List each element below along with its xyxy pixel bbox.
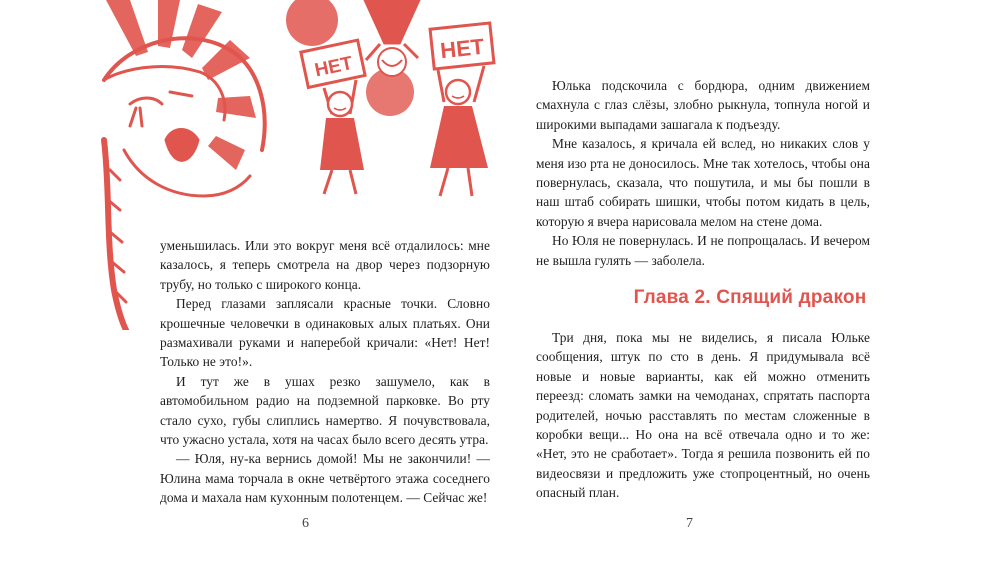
left-page-text [160, 236, 490, 508]
kid-with-sign-right [430, 23, 494, 196]
right-page-text-top [536, 76, 870, 270]
page-number-left: 6 [302, 516, 309, 531]
left-paragraph: уменьшилась. Или это вокруг меня всё отдалилось: мне казалось, я теперь смотрела на двор через подзорную трубу, но только с широкого конца. [160, 238, 490, 292]
sign-right-text: НЕТ [439, 33, 486, 64]
upside-down-figure [364, 0, 420, 76]
right-paragraph: Три дня, пока мы не виделись, я писала Юльке сообщения, штук по сто в день. Я придумывала всё новые и новые варианты, как ей можно отменить переезд: сломать замки на чемоданах, спрятать паспорта родителей, ночью расставлять по местам сложенные в коробки вещи... Но она на всё отвечала одно и то же: «Нет, это не сработает». Тогда я решила позвонить ей по видеосвязи и предложить уже стопроцентный, но очень опасный план. [536, 330, 870, 501]
sign-left-text: НЕТ [312, 52, 355, 82]
right-paragraph: Мне казалось, я кричала ей вслед, но никаких слов у меня изо рта не доносилось. Мне так хотелось, чтобы она повернулась, сказала, что пошутила, и мы бы пошли в наш штаб собирать шишки, чтобы потом кидать в цель, которую я вчера нарисовала мелом на стене дома. [536, 136, 870, 229]
page-number-right: 7 [686, 516, 693, 531]
right-page [500, 0, 1000, 586]
kid-with-sign-left [301, 40, 365, 194]
right-paragraph: Но Юля не повернулась. И не попрощалась. И вечером не вышла гулять — заболела. [536, 233, 870, 268]
left-paragraph: И тут же в ушах резко зашумело, как в автомобильном радио на подземной парковке. Во рту стало сухо, губы слиплись намертво. Я почувствовала, что ужасно устала, хотя на часах было всего десять утра. [160, 373, 490, 448]
red-spot-top [286, 0, 338, 46]
left-paragraph: — Юля, ну-ка вернись домой! Мы не закончили! — Юлина мама торчала в окне четвёртого этажа соседнего дома и махала нам кухонным полотенцем. — Сейчас же! [160, 451, 490, 506]
left-paragraph: Перед глазами заплясали красные точки. Словно крошечные человечки в одинаковых алых платьях. Они размахивали руками и наперебой кричали: «Нет! Нет! Только не это!». [160, 296, 490, 370]
right-paragraph: Юлька подскочила с бордюра, одним движением смахнула с глаз слёзы, злобно рыкнула, топнула ногой и широкими выпадами зашагала к подъезду. [536, 78, 870, 132]
chapter-title: Глава 2. Спящий дракон [633, 287, 867, 308]
right-page-text-bottom [536, 328, 870, 503]
